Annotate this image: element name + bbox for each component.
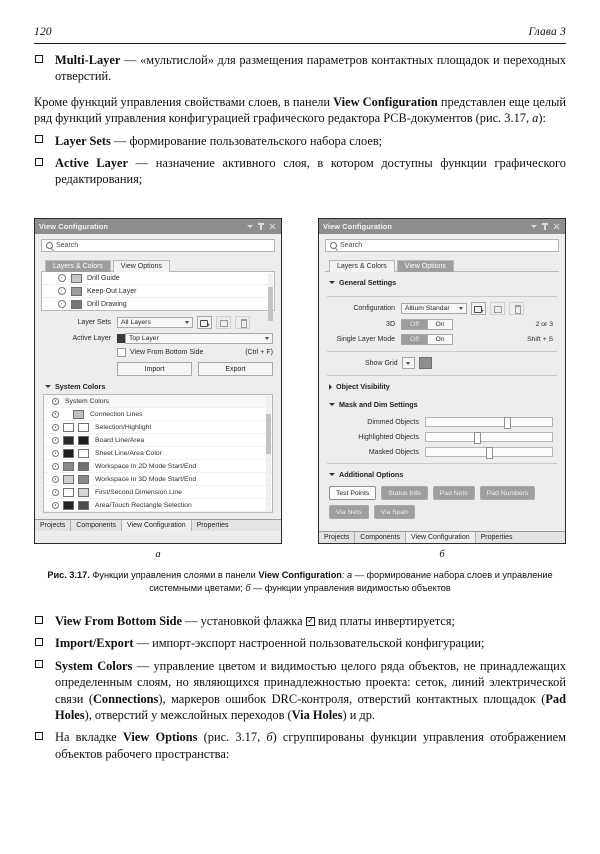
layer-row[interactable] — [42, 298, 274, 310]
chip-pad-numbers[interactable]: Pad Numbers — [480, 486, 536, 500]
configuration-select[interactable] — [401, 303, 467, 314]
visibility-eye-icon[interactable] — [58, 274, 66, 282]
list-item — [34, 52, 566, 85]
panel-pair — [34, 218, 566, 544]
masked-objects-slider[interactable] — [425, 447, 553, 457]
system-color-label: Selection/Highlight — [95, 423, 152, 431]
show-grid-row — [325, 352, 559, 369]
term-vo-italic: б — [266, 730, 273, 745]
additional-options-chips — [325, 482, 559, 525]
layer-row[interactable] — [42, 272, 274, 285]
system-color-label: Connection Lines — [90, 410, 143, 418]
para-bold-view-configuration: View Configuration — [333, 94, 438, 109]
visibility-eye-icon[interactable] — [52, 411, 59, 418]
view-configuration-panel-a — [34, 218, 282, 544]
view-from-bottom-row — [43, 348, 273, 357]
term-view-from-bottom-side: View From Bottom Side — [55, 614, 182, 628]
color-swatch-start[interactable] — [63, 475, 74, 484]
system-color-row[interactable] — [44, 499, 272, 512]
object-visibility-label: Object Visibility — [336, 382, 390, 391]
tab-view-options[interactable]: View Options — [113, 260, 170, 272]
header-rule — [34, 43, 566, 44]
chevron-down-icon — [185, 319, 189, 326]
color-swatch-end[interactable] — [78, 462, 89, 471]
color-swatch-start[interactable] — [63, 501, 74, 510]
term-sc-text-a: — управление цветом и видимостью целого ряда объектов, не принадлежащих определенным слоям, но являющихся принадлежностью проекта: сеток, линий электрической связи ( — [55, 658, 566, 706]
system-color-label: Sheet Line/Area Color — [95, 449, 162, 457]
mask-and-dim-section-header[interactable] — [325, 394, 559, 412]
para-text-c: ): — [538, 111, 546, 126]
delete-layer-set-button[interactable] — [235, 316, 250, 329]
highlighted-objects-slider[interactable] — [425, 432, 553, 442]
square-bullet-icon — [35, 55, 43, 63]
layer-label: Drill Drawing — [87, 300, 127, 308]
bottom-tab-properties[interactable]: Properties — [196, 522, 229, 529]
color-swatch-end[interactable] — [78, 423, 89, 432]
visibility-eye-icon[interactable] — [58, 287, 66, 295]
color-swatch-end[interactable] — [78, 449, 89, 458]
para-text-a: Кроме функций управления свойствами слоев, в панели — [34, 94, 334, 109]
search-input[interactable] — [325, 239, 559, 252]
term-multi-layer-desc: — «мультислой» для размещения параметров контактных площадок и переходных отверстий. — [55, 53, 566, 84]
slider-knob[interactable] — [474, 432, 481, 444]
term-view-options: View Options — [122, 730, 198, 745]
term-system-colors: System Colors — [55, 658, 133, 673]
search-icon — [330, 242, 337, 249]
term-sc-text-b: ), маркеров ошибок DRC-контроля, отверстий контактных площадок ( — [158, 691, 546, 706]
three-d-label: 3D — [386, 321, 395, 328]
color-swatch-start[interactable] — [63, 449, 74, 458]
configuration-row — [327, 302, 557, 315]
figure-3-17 — [34, 218, 566, 595]
highlighted-objects-label: Highlighted Objects — [358, 433, 419, 441]
system-colors-group-label: System Colors — [65, 397, 110, 405]
caption-text-b: : — [341, 570, 348, 580]
bottom-tab-projects[interactable]: Projects — [35, 520, 71, 531]
close-icon[interactable] — [553, 223, 559, 230]
bottom-tab-components[interactable]: Components — [71, 520, 122, 531]
color-swatch[interactable] — [71, 287, 82, 296]
panel-a-titlebar — [35, 219, 281, 234]
square-bullet-icon — [35, 660, 43, 668]
color-swatch-start[interactable] — [63, 488, 74, 497]
term-sc-text-d: ) и др. — [342, 708, 376, 723]
active-layer-value: Top Layer — [129, 335, 159, 342]
panel-b-title-buttons — [531, 223, 561, 230]
single-layer-mode-toggle[interactable] — [401, 334, 453, 345]
color-swatch-start[interactable] — [63, 423, 74, 432]
caption-text-d: — функции управления видимостью объектов — [250, 583, 451, 593]
slider-knob[interactable] — [486, 447, 493, 459]
panel-letters — [34, 549, 566, 560]
system-color-label: Board Line/Area — [95, 436, 145, 444]
color-swatch[interactable] — [73, 410, 84, 419]
single-layer-mode-label: Single Layer Mode — [336, 336, 395, 343]
single-layer-off-button[interactable]: Off — [401, 334, 427, 345]
close-icon[interactable] — [269, 223, 275, 230]
active-layer-row — [43, 333, 273, 344]
term-active-layer-desc: — назначение активного слоя, в котором доступны функции графического редактирования; — [55, 156, 567, 187]
grid-color-swatch[interactable] — [419, 357, 432, 369]
term-sc-text-c: ), отверстий у межслойных переходов ( — [84, 708, 292, 723]
layer-controls — [41, 311, 275, 376]
running-head — [34, 26, 566, 38]
single-layer-shortcut: Shift + S — [527, 336, 553, 343]
dimmed-objects-slider[interactable] — [425, 417, 553, 427]
layer-sets-value: All Layers — [121, 319, 151, 326]
term-vfbs-text-b: вид платы инвертируется; — [314, 614, 455, 628]
system-color-label: Workspace In 3D Mode Start/End — [95, 475, 197, 483]
visibility-eye-icon[interactable] — [52, 437, 59, 444]
chevron-down-icon — [406, 360, 410, 367]
panel-b-bottom-tabs — [319, 531, 565, 543]
visibility-eye-icon[interactable] — [52, 489, 59, 496]
system-color-row[interactable] — [44, 434, 272, 447]
checkbox-checked-icon — [306, 617, 315, 626]
term-vo-text-a: На вкладке — [55, 730, 123, 745]
paragraph-view-configuration — [34, 94, 566, 127]
color-swatch[interactable] — [71, 300, 82, 309]
para-italic-a: а — [532, 111, 539, 126]
system-color-row[interactable] — [44, 460, 272, 473]
save-configuration-button[interactable] — [490, 302, 505, 315]
para-text-b: представлен еще целый ряд функций управления конфигурацией графического редактора РСВ-документов (рис. 3.17, — [34, 94, 566, 126]
layer-row[interactable] — [42, 285, 274, 298]
page-number: 120 — [34, 26, 52, 38]
system-color-label: Area/Touch Rectangle Selection — [95, 501, 192, 509]
tab-layers-and-colors[interactable]: Layers & Colors — [329, 260, 395, 272]
caret-icon[interactable] — [531, 223, 537, 230]
additional-options-label: Additional Options — [339, 470, 404, 479]
bottom-tab-view-configuration[interactable]: View Configuration — [406, 532, 476, 543]
color-swatch-end[interactable] — [78, 488, 89, 497]
single-layer-on-button[interactable]: On — [427, 334, 453, 345]
chip-via-span[interactable]: Via Span — [374, 505, 415, 519]
active-layer-color-swatch[interactable] — [117, 334, 125, 343]
mask-and-dim-label: Mask and Dim Settings — [339, 400, 418, 409]
general-settings-controls — [325, 297, 559, 345]
search-icon — [46, 242, 53, 249]
bottom-tab-properties[interactable]: Properties — [480, 534, 513, 541]
chip-test-points[interactable]: Test Points — [329, 486, 376, 500]
visibility-eye-icon[interactable] — [58, 300, 66, 308]
object-visibility-section-header[interactable] — [325, 376, 559, 394]
slider-knob[interactable] — [504, 417, 511, 429]
square-bullet-icon — [35, 732, 43, 740]
list-item — [34, 729, 566, 762]
figure-number: Рис. 3.17. — [47, 570, 90, 580]
list-item — [34, 613, 566, 629]
chevron-down-icon — [459, 305, 463, 312]
panel-a-tabs — [41, 259, 275, 272]
system-color-row[interactable] — [44, 473, 272, 486]
view-configuration-panel-b — [318, 218, 566, 544]
caption-text-a: Функции управления слоями в панели — [89, 570, 259, 580]
additional-options-section-header[interactable] — [325, 464, 559, 482]
view-from-bottom-checkbox[interactable] — [117, 348, 126, 357]
show-grid-checkbox[interactable] — [402, 357, 415, 369]
bullet-list-top-2 — [34, 133, 566, 188]
square-bullet-icon — [35, 616, 43, 624]
add-configuration-button[interactable] — [471, 302, 486, 315]
square-bullet-icon — [35, 638, 43, 646]
three-d-toggle[interactable] — [401, 319, 453, 330]
general-settings-section-header[interactable] — [325, 272, 559, 290]
square-bullet-icon — [35, 135, 43, 143]
caption-bold: View Configuration — [258, 570, 342, 580]
visibility-eye-icon[interactable] — [52, 502, 59, 509]
panel-a-body — [35, 234, 281, 513]
search-placeholder: Search — [340, 242, 363, 249]
single-layer-mode-row — [327, 334, 557, 345]
visibility-eye-icon[interactable] — [52, 424, 59, 431]
mask-dim-controls — [325, 412, 559, 457]
layer-sets-label: Layer Sets — [77, 319, 111, 326]
system-colors-section-header[interactable] — [41, 376, 275, 394]
dimmed-objects-row — [327, 417, 557, 427]
system-color-row[interactable] — [44, 421, 272, 434]
bullet-list-bottom — [34, 613, 566, 762]
delete-configuration-button[interactable] — [509, 302, 524, 315]
body-bottom — [34, 613, 566, 762]
masked-objects-label: Masked Objects — [368, 448, 419, 456]
masked-objects-row — [327, 447, 557, 457]
configuration-label: Configuration — [353, 305, 395, 312]
color-swatch-start[interactable] — [63, 462, 74, 471]
save-layer-set-button[interactable] — [216, 316, 231, 329]
bottom-tab-components[interactable]: Components — [355, 532, 406, 543]
term-pad-holes: Pad Holes — [55, 691, 566, 723]
term-connections: Connections — [92, 691, 159, 706]
panel-a-letter: а — [155, 549, 161, 560]
term-import-export-desc: — импорт-экспорт настроенной пользовательской конфигурации; — [133, 636, 485, 651]
term-vfbs-text-a: — установкой флажка — [182, 614, 306, 628]
term-multi-layer: Multi-Layer — [55, 53, 121, 67]
body-top — [34, 52, 566, 188]
caret-icon[interactable] — [247, 223, 253, 230]
export-button[interactable]: Export — [198, 362, 273, 376]
system-colors-group-row[interactable] — [44, 395, 272, 408]
panel-a-title-buttons — [247, 223, 277, 230]
square-bullet-icon — [35, 158, 43, 166]
three-d-off-button[interactable]: Off — [401, 319, 427, 330]
active-layer-select[interactable] — [125, 333, 273, 344]
list-item — [34, 155, 566, 188]
search-input[interactable] — [41, 239, 275, 252]
search-placeholder: Search — [56, 242, 79, 249]
active-layer-label: Active Layer — [72, 335, 111, 342]
system-colors-list[interactable] — [43, 394, 273, 513]
list-item — [34, 658, 566, 724]
system-colors-scrollbar[interactable] — [266, 396, 271, 511]
layer-sets-select[interactable] — [117, 317, 193, 328]
layer-list[interactable] — [41, 272, 275, 311]
panel-b-title: View Configuration — [323, 222, 393, 231]
system-color-row[interactable] — [44, 408, 272, 421]
visibility-eye-icon[interactable] — [52, 463, 59, 470]
pin-icon[interactable] — [258, 223, 264, 230]
term-import-export: Import/Export — [55, 636, 134, 651]
show-grid-label: Show Grid — [365, 359, 398, 367]
pin-icon[interactable] — [542, 223, 548, 230]
highlighted-objects-row — [327, 432, 557, 442]
tab-layers-and-colors[interactable]: Layers & Colors — [45, 260, 111, 272]
caption-text-c: — формирование набора слоев и управление системными цветами; — [149, 570, 553, 593]
list-item — [34, 635, 566, 651]
tab-view-options[interactable]: View Options — [397, 260, 454, 272]
layer-label: Drill Guide — [87, 274, 120, 282]
term-via-holes: Via Holes — [291, 708, 343, 723]
caption-italic-b: б — [245, 583, 251, 593]
color-swatch-end[interactable] — [78, 475, 89, 484]
chevron-down-icon — [265, 335, 269, 342]
bottom-tab-projects[interactable]: Projects — [319, 532, 355, 543]
list-item — [34, 133, 566, 149]
layer-label: Keep-Out Layer — [87, 287, 137, 295]
panel-b-body — [319, 234, 565, 525]
import-button[interactable]: Import — [117, 362, 192, 376]
dimmed-objects-label: Dimmed Objects — [367, 418, 419, 426]
term-active-layer: Active Layer — [55, 156, 129, 171]
import-export-row — [43, 362, 273, 376]
panel-b-tabs — [325, 259, 559, 272]
system-color-row[interactable] — [44, 447, 272, 460]
chip-via-nets[interactable]: Via Nets — [329, 505, 369, 519]
bottom-tab-view-configuration[interactable]: View Configuration — [122, 520, 192, 531]
view-from-bottom-shortcut: (Ctrl + F) — [245, 349, 273, 356]
layer-sets-row — [43, 316, 273, 329]
add-layer-set-button[interactable] — [197, 316, 212, 329]
three-d-on-button[interactable]: On — [427, 319, 453, 330]
system-color-label: First/Second Dimension Line — [95, 488, 182, 496]
figure-caption — [34, 569, 566, 595]
layer-list-scrollbar[interactable] — [268, 273, 273, 309]
term-vo-text-b: (рис. 3.17, — [197, 730, 267, 745]
bullet-list-top — [34, 52, 566, 85]
visibility-eye-icon[interactable] — [52, 398, 59, 405]
chip-pad-nets[interactable]: Pad Nets — [433, 486, 475, 500]
color-swatch-end[interactable] — [78, 436, 89, 445]
panel-a-title: View Configuration — [39, 222, 109, 231]
term-layer-sets-desc: — формирование пользовательского набора слоев; — [110, 133, 383, 148]
term-vo-text-c: ) сгруппированы функции управления отображением объектов рабочего пространства: — [55, 730, 567, 761]
panel-b-titlebar — [319, 219, 565, 234]
three-d-row — [327, 319, 557, 330]
configuration-value: Altium Standar — [405, 305, 450, 312]
panel-b-letter: б — [439, 549, 445, 560]
color-swatch-end[interactable] — [78, 501, 89, 510]
general-settings-label: General Settings — [339, 278, 397, 287]
color-swatch-start[interactable] — [63, 436, 74, 445]
system-colors-section-label: System Colors — [55, 382, 106, 391]
color-swatch[interactable] — [71, 274, 82, 283]
three-d-shortcut: 2 or 3 — [535, 321, 553, 328]
chip-status-info[interactable]: Status Info — [381, 486, 428, 500]
term-layer-sets: Layer Sets — [55, 133, 111, 148]
chapter-title: Глава 3 — [528, 26, 566, 38]
visibility-eye-icon[interactable] — [52, 476, 59, 483]
panel-a-bottom-tabs — [35, 519, 281, 531]
system-color-row[interactable] — [44, 486, 272, 499]
caption-italic-a: а — [347, 570, 353, 580]
visibility-eye-icon[interactable] — [52, 450, 59, 457]
system-color-label: Workspace In 2D Mode Start/End — [95, 462, 197, 470]
view-from-bottom-label: View From Bottom Side — [130, 349, 204, 356]
